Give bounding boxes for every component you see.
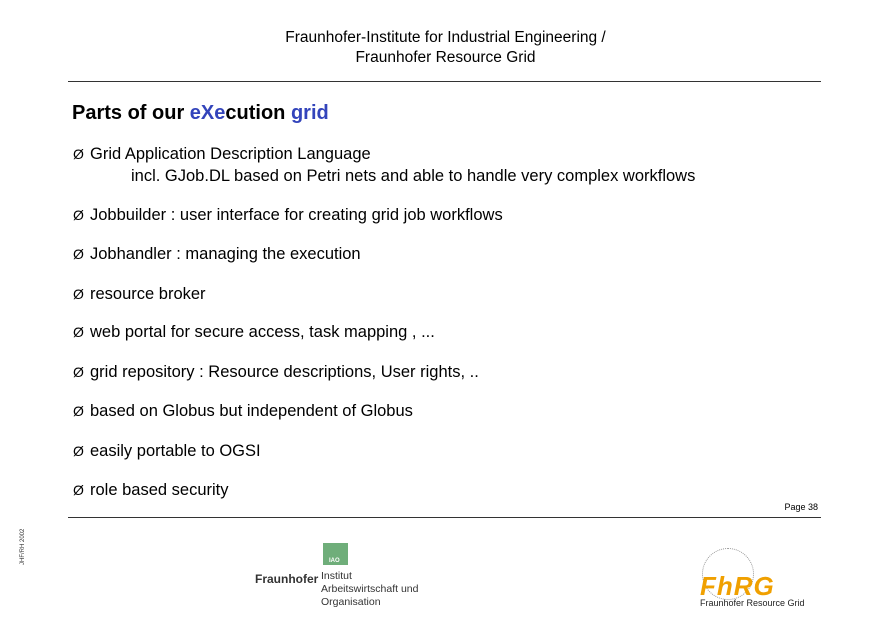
- list-item: [73, 362, 479, 382]
- fhrg-wordmark: FhRG: [700, 571, 775, 601]
- page-number: Page 38: [784, 502, 818, 512]
- arrow-icon: Ø: [73, 286, 84, 302]
- list-item: [73, 244, 361, 264]
- list-item: [73, 401, 413, 421]
- bullet-text: role based security: [90, 481, 229, 499]
- fhrg-name: Fraunhofer Resource Grid: [700, 598, 805, 608]
- bullet-text: resource broker: [90, 285, 206, 303]
- institute-line-2: Arbeitswirtschaft und: [321, 583, 419, 595]
- header-line-2: Fraunhofer Resource Grid: [355, 49, 536, 66]
- arrow-icon: Ø: [73, 324, 84, 340]
- list-item: [73, 284, 206, 304]
- arrow-icon: Ø: [73, 146, 84, 162]
- title-part-3: cution: [225, 102, 291, 124]
- bullet-text: grid repository : Resource descriptions, User rights, ..: [90, 363, 479, 381]
- fraunhofer-iao-logo: [255, 538, 420, 622]
- bullet-text: web portal for secure access, task mapping , ...: [90, 323, 435, 341]
- institute-line-1: Institut: [321, 570, 352, 582]
- title-part-2: eXe: [189, 102, 226, 124]
- title-part-4: grid: [290, 102, 329, 124]
- list-item: [73, 144, 371, 164]
- side-note: JHF/RH 2002: [20, 528, 26, 565]
- arrow-icon: Ø: [73, 443, 84, 459]
- bullet-text: based on Globus but independent of Globus: [90, 402, 413, 420]
- header: [0, 28, 891, 68]
- slide-title: [72, 102, 329, 125]
- list-item: [73, 441, 261, 461]
- fhrg-logo: [690, 548, 820, 618]
- arrow-icon: Ø: [73, 364, 84, 380]
- title-part-1: Parts of our: [72, 102, 190, 124]
- bullet-text: easily portable to OGSI: [90, 442, 261, 460]
- iao-badge-text: IAO: [329, 558, 340, 564]
- header-line-1: Fraunhofer-Institute for Industrial Engineering /: [285, 29, 606, 46]
- arrow-icon: Ø: [73, 246, 84, 262]
- header-divider: [68, 81, 821, 82]
- footer-divider: [68, 517, 821, 518]
- bullet-text: Jobbuilder : user interface for creating grid job workflows: [90, 206, 503, 224]
- fraunhofer-wordmark: Fraunhofer: [255, 572, 319, 586]
- arrow-icon: Ø: [73, 403, 84, 419]
- list-item: [73, 322, 435, 342]
- institute-line-3: Organisation: [321, 596, 381, 608]
- list-item: [73, 480, 229, 500]
- bullet-text: Jobhandler : managing the execution: [90, 245, 361, 263]
- arrow-icon: Ø: [73, 207, 84, 223]
- list-item: [73, 205, 503, 225]
- sub-item: incl. GJob.DL based on Petri nets and able to handle very complex workflows: [131, 167, 696, 185]
- iao-logo-icon: [323, 543, 348, 565]
- arrow-icon: Ø: [73, 482, 84, 498]
- institute-name: [321, 570, 418, 609]
- bullet-text: Grid Application Description Language: [90, 145, 371, 163]
